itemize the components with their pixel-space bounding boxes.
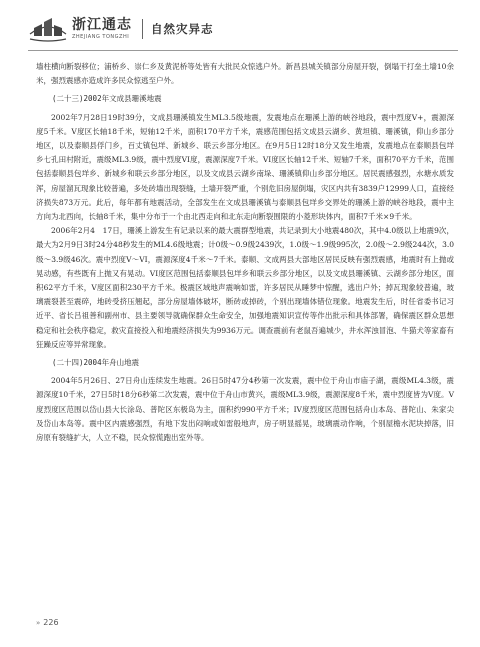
- building-logo-icon: [28, 12, 68, 46]
- paragraph: 2002年7月28日19时39分，文成县珊溪镇发生ML3.5级地震，发震地点在珊溪上游的峡谷地段，震中烈度V+，震源深度5千米。V度区长轴18千米，短轴12千米，面积170平方千米，震感范围包括文成县云湖乡、黄坦镇、珊溪镇，仰山乡部分地区，以及泰顺县俘门乡，百丈镇包垟、新城乡、联云乡部分地区。在9月5日12时18分又发生地震，发震地点在泰顺县包垟乡七孔田村附近，震级ML3.9级，震中烈度VI度，震源深度7千米。VI度区长轴12千米、短轴7千米，面积70平方千米，范围包括泰顺县包垟乡、新城乡和联云乡部分地区，以及文成县云湖乡南垛、珊溪镇仰山乡部分地区。居民震感强烈，水塘水质发浑，房屋溜瓦现象比较普遍，多处砖墙出现裂缝，土墙开裂严重，个别危旧房屋倒塌，灾区内共有3839户12999人口，直接经济损失873万元。此后，每年都有地震活动，全部发生在文成县珊溪镇与泰顺县包垟乡交界处的珊溪上游的峡谷地段，震中主方向为北西向，长轴8千米，集中分布于一个由北西走向和北东走向断裂围限的小菱形块体内，面积7千米×9千米。: [36, 112, 454, 222]
- logo: [28, 12, 132, 46]
- subsection-title-23: (二十三)2002年文成县珊溪地震: [52, 94, 162, 104]
- paragraph: 2004年5月26日、27日舟山连续发生地震。26日5时47分4秒第一次发震，震中位于舟山市庙子湖，震级ML4.3级，震源深度10千米，27日5时18分6秒第二次发震，震中位于舟山市黄兴，震级ML3.9级，震源深度8千米，震中烈度皆为V度。V度烈度区范围以岱山县大长涂岛、普陀区东极岛为主，面积约990平方千米；IV度烈度区范围包括舟山本岛、普陀山、朱家尖及岱山本岛等。震中区内震感强烈，有地下发出闷响或如雷般地声，房子明显摇晃，玻璃震动作响，个别屋檐水泥块掉落，旧房原有裂缝扩大，人立不稳，民众惊慌跑出室外等。: [36, 376, 454, 443]
- page-header: [28, 8, 458, 50]
- page-arrow-icon: »: [36, 618, 41, 627]
- page-body: [36, 60, 454, 445]
- header-divider: [142, 19, 143, 39]
- page-number: 226: [43, 618, 59, 627]
- paragraph-continued: 墙柱横向断裂移位；浦桥乡、崇仁乡及黄泥桥等处皆有大批民众惊逃户外。新昌县城关镇部分房屋开裂，倒塌干打垒土墙10余米，强烈震感亦造成许多民众惊逃至户外。: [36, 62, 454, 86]
- section-heading: 自然灾异志: [151, 22, 214, 36]
- header-rule: [28, 50, 458, 51]
- subsection-title-24: (二十四)2004年舟山地震: [52, 358, 140, 368]
- logo-subtitle: ZHEJIANG TONGZHI: [72, 34, 130, 40]
- paragraph: 2006年2月4 17日，珊溪上游发生有记录以来的最大震群型地震，共记录到大小地震480次，其中4.0级以上地震9次，最大为2月9日3时24分48秒发生的ML4.6级地震；计0级～0.9级2439次，1.0级～1.9级995次，2.0级～2.9级244次，3.0级～3.9级46次。震中烈度V～VI，震源深度4千米～7千米。泰顺、文成两县大部地区居民反映有强烈震感，地震时有上抛或晃动感，有些既有上抛又有晃动。VI度区范围包括泰顺县包垟乡和联云乡部分地区，以及文成县珊溪镇、云湖乡部分地区，面积62平方千米，V度区面积230平方千米。极震区域地声震响如雷，许多居民从睡梦中惊醒，逃出户外；掉瓦现象较普遍，玻璃震裂甚至震碎，地砖受挤压翘起，部分房屋墙体破坏，断砖或掉砖，个别出现墙体错位现象。地震发生后，时任省委书记习近平、省长吕祖善和副州市、县主要领导就确保群众生命安全，加强地震知识宣传等作出批示和具体部署，确保震区群众思想稳定和社会秩序稳定，救灾直接投入和地震经济损失为9936万元。调查震前有老鼠吾遍城少，井水浑浊冒泡、牛猫犬等家畜有狂躁反应等异常现象。: [36, 226, 454, 349]
- page-footer: [36, 618, 59, 627]
- logo-title: 浙江通志: [72, 17, 132, 33]
